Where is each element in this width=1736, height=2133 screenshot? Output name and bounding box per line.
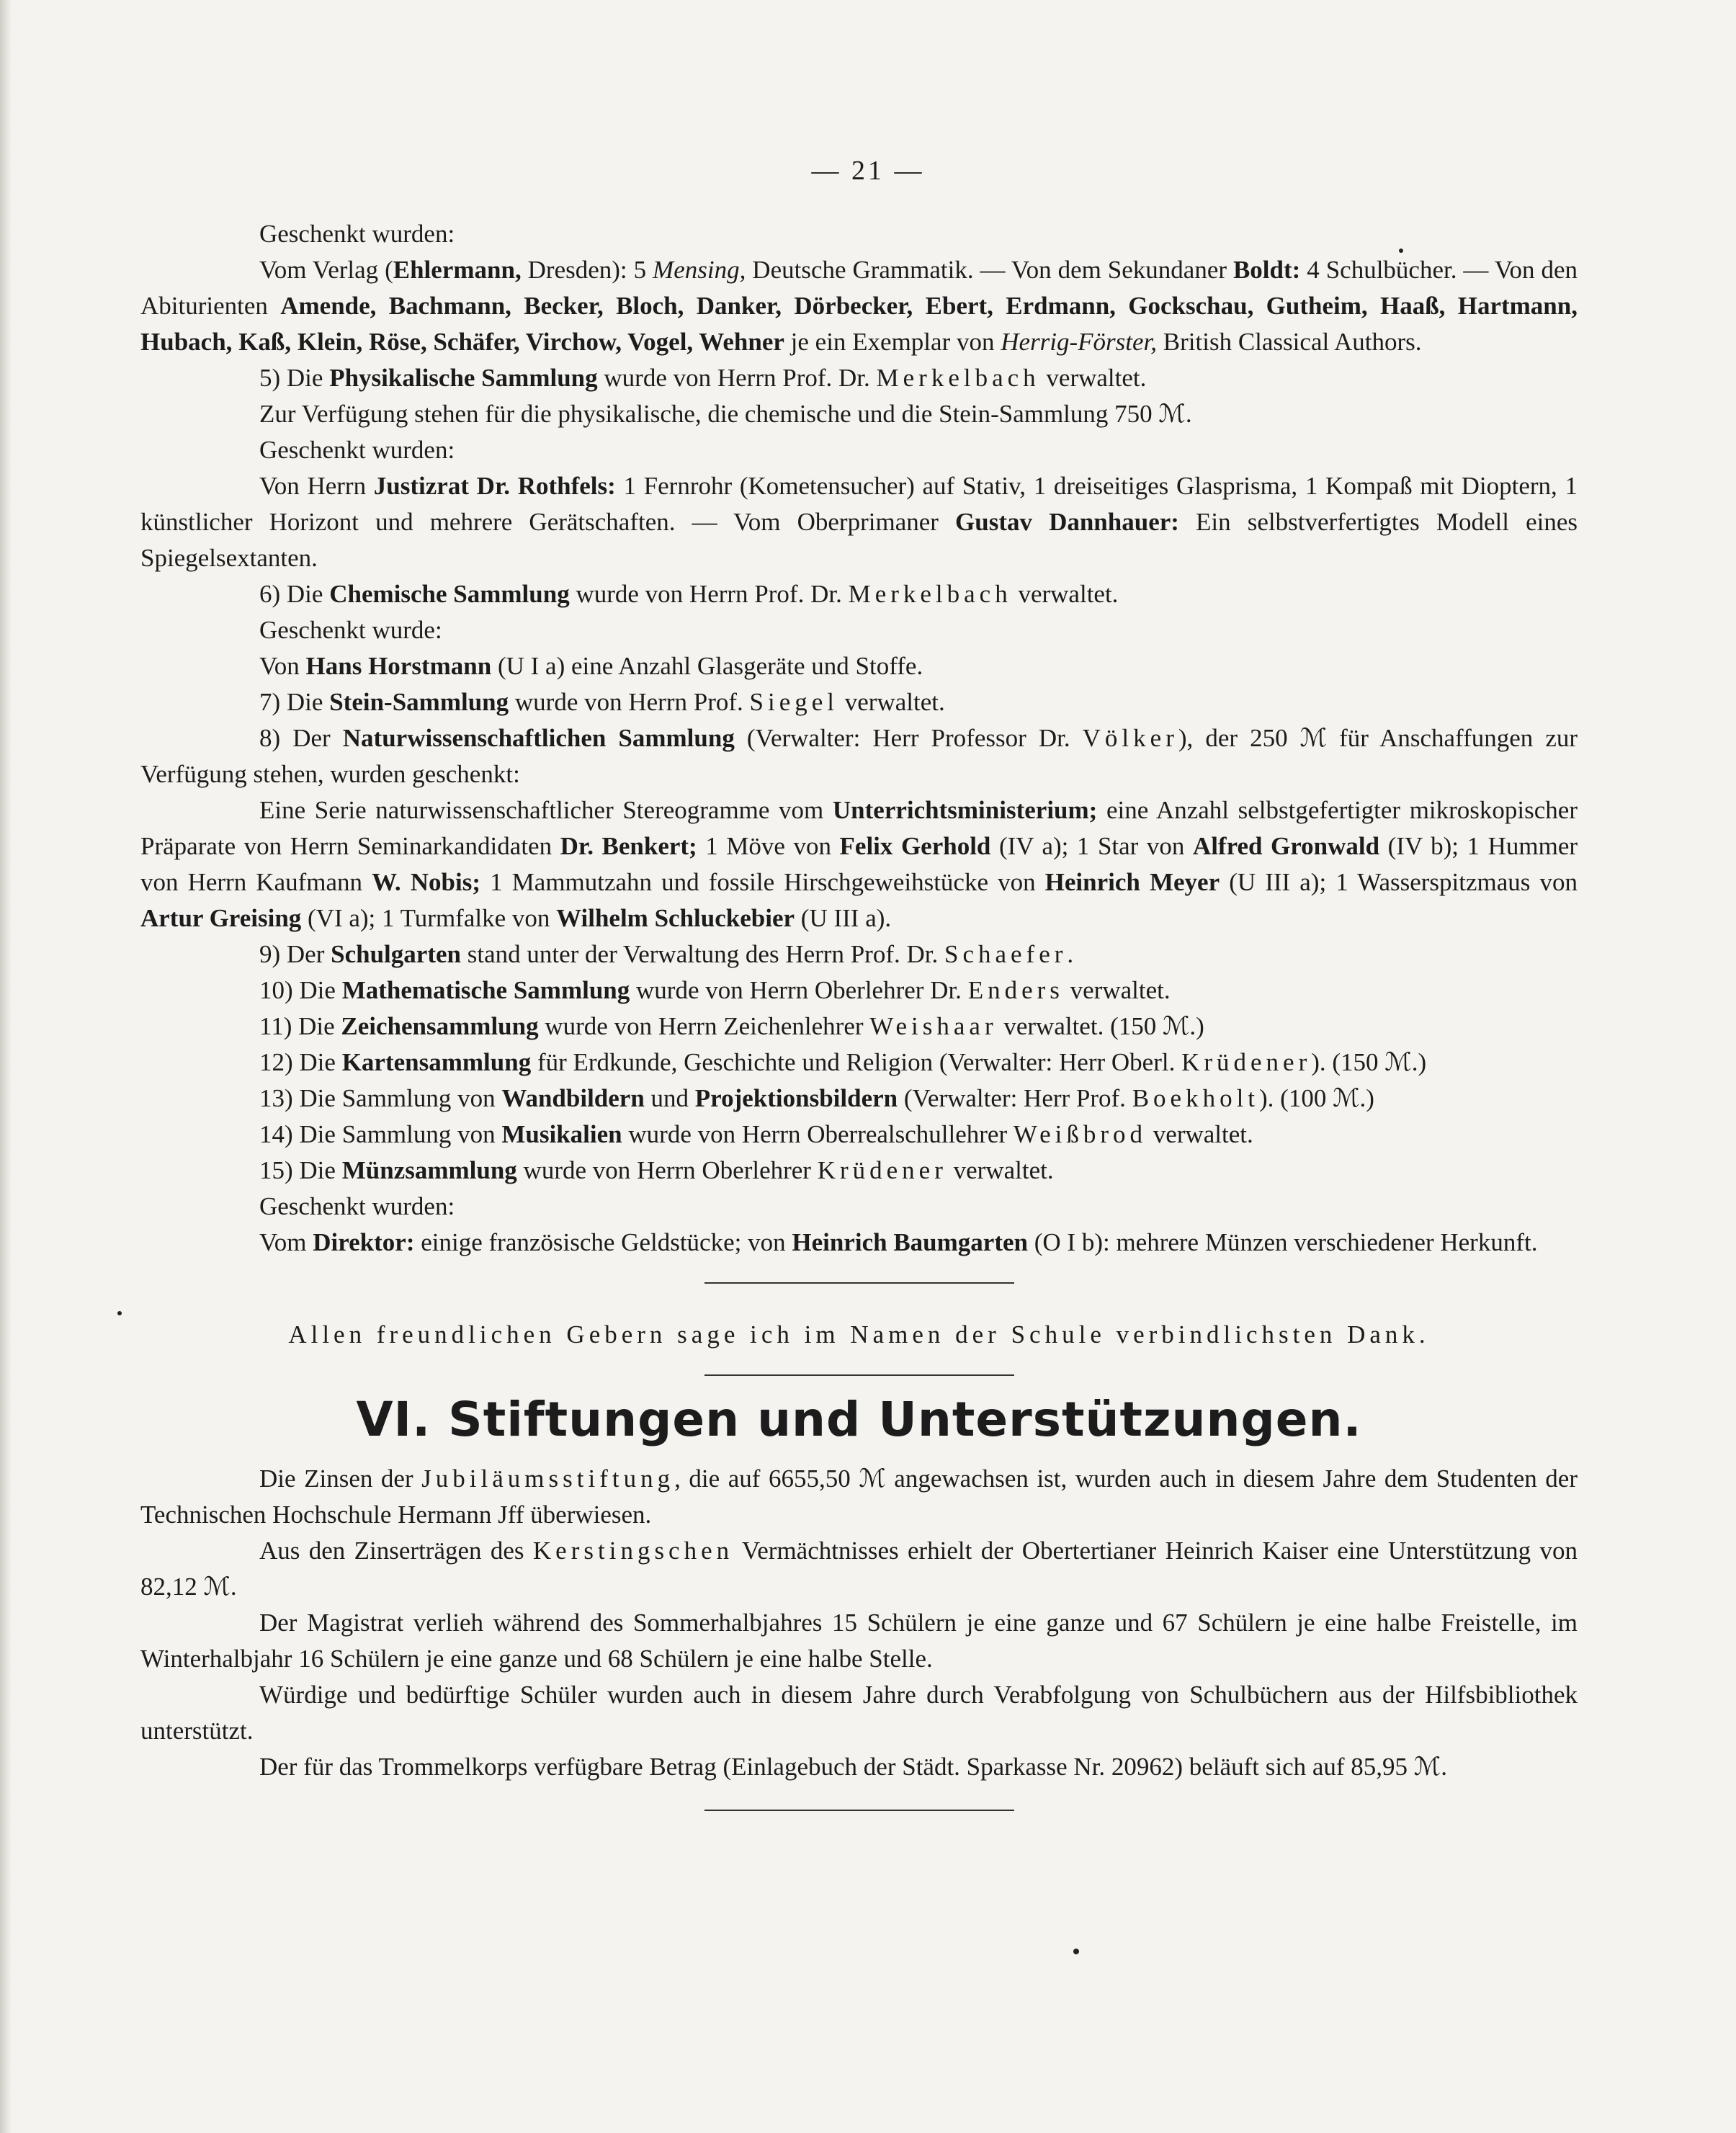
text-run: 12) Die [259,1048,342,1076]
text-run: 1 Möve von [697,832,840,860]
collection-name: Zeichensammlung [341,1012,539,1040]
ink-speck [117,1311,122,1315]
text-run: (U I a) eine Anzahl Glasgeräte und Stoffe. [491,652,923,680]
person-name: Schaefer [944,940,1068,968]
text-run: Vom Verlag ( [259,256,393,284]
collection-name: Kartensammlung [341,1048,532,1076]
person-name: Merkelbach [848,580,1012,608]
text-run: Deutsche Grammatik. — Von dem Sekundaner [746,256,1233,284]
section-15-gifts-lead: Geschenkt wurden: [259,1192,455,1220]
section-9 [140,936,1578,972]
ink-speck [1073,1949,1079,1954]
section-6-gifts [140,648,1578,684]
person-name: Siegel [749,688,838,716]
person-name: Weißbrod [1013,1120,1147,1148]
person-name: Merkelbach [876,364,1040,392]
donor-name: Gustav Dannhauer: [955,508,1179,536]
section-6-title [140,576,1578,612]
text-run: 9) Der [259,940,331,968]
collection-name: Projektionsbildern [694,1084,898,1112]
section-10 [140,972,1578,1009]
donor-name: Dr. Benkert; [560,832,697,860]
vi-paragraph-2 [140,1533,1578,1605]
donor-name: Hans Horstmann [305,652,492,680]
text-run: (Verwalter: Herr Prof. [898,1084,1132,1112]
text-run: eine Anzahl selbstgefertigter mikroskopischer Präparate von Herrn Seminarkandidaten [140,796,1578,860]
text-run: Von Herrn [259,472,374,500]
section-heading: VI. Stiftungen und Unterstützungen. [356,1392,1362,1447]
text-run: wurde von Herrn Zeichenlehrer [538,1012,870,1040]
text-run: verwaltet. [947,1156,1054,1184]
page-body [140,216,1578,1811]
donor-name: Unterrichtsministerium; [832,796,1098,824]
collection-name: Mathematische Sammlung [341,976,630,1004]
author-name: Mensing, [653,256,746,284]
vi-paragraph-1 [140,1461,1578,1533]
vi-paragraph-3: Der Magistrat verlieh während des Sommerhalbjahres 15 Schülern je eine ganze und 67 Schülern je eine halbe Freistelle, im Winterhalbjahr 16 Schülern je eine ganze und 68 Schülern je eine halbe Stelle. [140,1609,1578,1673]
author-name: Herrig-Förster, [1001,328,1158,356]
text-run: ). (100 ℳ.) [1259,1084,1374,1112]
text-run: Die Zinsen der [259,1465,422,1493]
collection-name: Stein-Sammlung [329,688,509,716]
text-run: und [644,1084,695,1112]
collection-name: Wandbildern [501,1084,645,1112]
page-edge-shadow [0,0,12,2133]
text-run: 5) Die [259,364,330,392]
section-5-title [140,360,1578,396]
section-11 [140,1009,1578,1045]
text-run: Dresden): 5 [521,256,653,284]
ink-speck [1399,249,1403,253]
section-15 [140,1153,1578,1189]
donor-name: Wilhelm Schluckebier [556,904,795,932]
person-name: Krüdener [817,1156,947,1184]
thanks-line: Allen freundlichen Gebern sage ich im Namen der Schule verbindlichsten Dank. [288,1320,1430,1349]
vi-paragraph-4: Würdige und bedürftige Schüler wurden auch in diesem Jahre durch Verabfolgung von Schulbüchern aus der Hilfsbibliothek unterstützt. [140,1681,1578,1745]
text-run: 11) Die [259,1012,341,1040]
text-run: (U III a). [795,904,892,932]
text-run: einige französische Geldstücke; von [414,1228,792,1256]
donor-name: Heinrich Meyer [1044,868,1220,896]
text-run: verwaltet. [1039,364,1147,392]
person-name: Weishaar [869,1012,998,1040]
text-run: 7) Die [259,688,330,716]
text-run: Aus den Zinserträgen des [259,1537,533,1565]
text-run: 6) Die [259,580,330,608]
donor-name: Direktor: [313,1228,415,1256]
text-run: je ein Exemplar von [784,328,1001,356]
text-run: (IV b); 1 Hummer von Herrn Kaufmann [140,832,1578,896]
graduate-names: Amende, Bachmann, Becker, Bloch, Danker, Dörbecker, Ebert, Erdmann, Gockschau, Gutheim, Haaß, Hartmann, Hubach, Kaß, Klein, Röse, Schäfer, Virchow, Vogel, Wehner [140,292,1578,356]
text-run: 8) Der [259,724,343,752]
library-gifts-paragraph [140,252,1578,360]
text-run: 10) Die [259,976,342,1004]
gifts-lead: Geschenkt wurden: [259,220,455,248]
collection-name: Münzsammlung [341,1156,517,1184]
section-5-gifts [140,468,1578,576]
text-run: verwaltet. [1063,976,1171,1004]
text-run: für Erdkunde, Geschichte und Religion (Verwalter: Herr Oberl. [531,1048,1182,1076]
text-run: verwaltet. [838,688,945,716]
page-number: — 21 — [811,156,925,186]
collection-name: Physikalische Sammlung [329,364,598,392]
text-run: 13) Die Sammlung von [259,1084,502,1112]
section-5-budget: Zur Verfügung stehen für die physikalische, die chemische und die Stein-Sammlung 750 ℳ. [259,400,1192,428]
text-run: (O I b): mehrere Münzen verschiedener Herkunft. [1027,1228,1538,1256]
collection-name: Naturwissenschaftlichen Sammlung [342,724,735,752]
text-run: 1 Fernrohr (Kometensucher) auf Stativ, 1 dreiseitiges Glasprisma, 1 Kompaß mit Dioptern, 1 künstlicher Horizont und mehrere Gerätschaften. — Vom Oberprimaner [140,472,1578,536]
text-run: 15) Die [259,1156,342,1184]
text-run: 1 Mammutzahn und fossile Hirschgeweihstücke von [480,868,1045,896]
text-run: wurde von Herrn Prof. [509,688,750,716]
donor-name: W. Nobis; [372,868,480,896]
donor-name: Heinrich Baumgarten [792,1228,1028,1256]
foundation-name: Jubiläumsstiftung [421,1465,675,1493]
section-13 [140,1081,1578,1117]
text-run: Vom [259,1228,313,1256]
donor-name: Felix Gerhold [839,832,991,860]
text-run: 14) Die Sammlung von [259,1120,502,1148]
publisher-name: Ehlermann, [393,256,522,284]
vi-paragraph-5: Der für das Trommelkorps verfügbare Betrag (Einlagebuch der Städt. Sparkasse Nr. 20962) beläuft sich auf 85,95 ℳ. [259,1753,1447,1781]
text-run: . [1067,940,1074,968]
text-run: verwaltet. (150 ℳ.) [997,1012,1204,1040]
collection-name: Schulgarten [331,940,461,968]
donor-name: Justizrat Dr. Rothfels: [373,472,616,500]
collection-name: Musikalien [501,1120,622,1148]
text-run: stand unter der Verwaltung des Herrn Prof. Dr. [460,940,944,968]
text-run: (U III a); 1 Wasserspitzmaus von [1220,868,1578,896]
section-6-gifts-lead: Geschenkt wurde: [259,616,442,644]
text-run: wurde von Herrn Oberlehrer Dr. [630,976,968,1004]
legacy-name: Kerstingschen [532,1537,734,1565]
section-8-title [140,720,1578,792]
text-run: verwaltet. [1011,580,1119,608]
text-run: wurde von Herrn Oberlehrer [516,1156,818,1184]
section-5-gifts-lead: Geschenkt wurden: [259,436,455,464]
person-name: Krüdener [1181,1048,1312,1076]
text-run: wurde von Herrn Oberrealschullehrer [622,1120,1014,1148]
text-run: (IV a); 1 Star von [990,832,1193,860]
donor-name: Alfred Gronwald [1192,832,1380,860]
donor-name: Artur Greising [140,904,302,932]
donor-name: Boldt: [1232,256,1301,284]
person-name: Boekholt [1132,1084,1260,1112]
text-run: verwaltet. [1147,1120,1253,1148]
text-run: Ein selbstverfertigtes Modell eines Spiegelsextanten. [140,508,1578,572]
section-8-gifts [140,792,1578,936]
person-name: Enders [967,976,1064,1004]
text-run: (VI a); 1 Turmfalke von [301,904,557,932]
section-7-title [140,684,1578,720]
text-run: Eine Serie naturwissenschaftlicher Stereogramme vom [259,796,833,824]
text-run: ), der 250 ℳ für Anschaffungen zur Verfügung stehen, wurden geschenkt: [140,724,1578,788]
section-15-gifts [140,1225,1578,1261]
text-run: wurde von Herrn Prof. Dr. [569,580,849,608]
text-run: 4 Schulbücher. — Von den Abiturienten [140,256,1578,320]
section-14 [140,1117,1578,1153]
text-run: British Classical Authors. [1157,328,1422,356]
text-run: , die auf 6655,50 ℳ angewachsen ist, wurden auch in diesem Jahre dem Studenten der Technischen Hochschule Hermann Jff überwiesen. [140,1465,1578,1529]
text-run: Von [259,652,306,680]
collection-name: Chemische Sammlung [329,580,570,608]
text-run: Vermächtnisses erhielt der Obertertianer Heinrich Kaiser eine Unterstützung von 82,12 ℳ. [140,1537,1578,1601]
text-run: wurde von Herrn Prof. Dr. [597,364,877,392]
text-run: (Verwalter: Herr Professor Dr. [734,724,1083,752]
section-12 [140,1045,1578,1081]
person-name: Völker [1082,724,1178,752]
divider-rule [704,1810,1014,1811]
text-run: ). (150 ℳ.) [1311,1048,1427,1076]
